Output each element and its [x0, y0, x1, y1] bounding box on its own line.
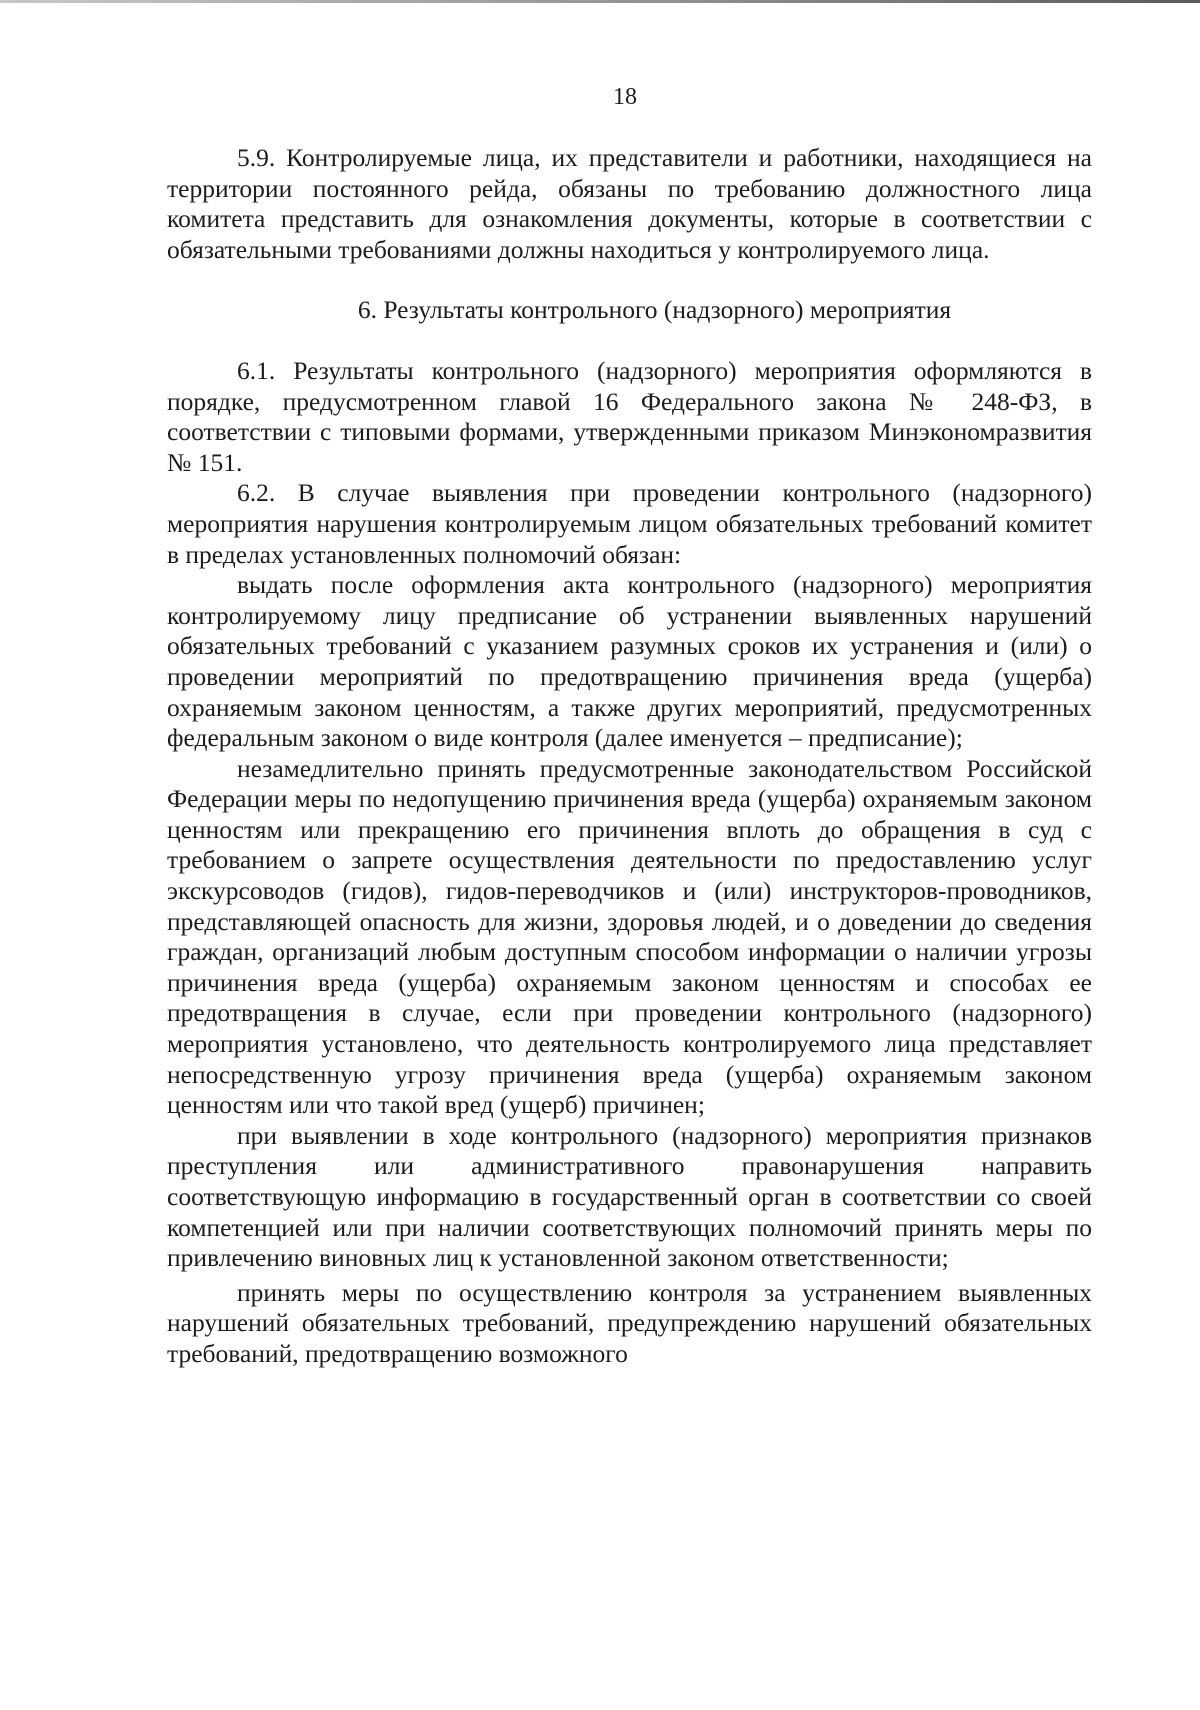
list-item-issue-order: выдать после оформления акта контрольного (надзорного) мероприятия контролируемому лицу предписание об устранении выявленных нарушений обязательных требований с указанием разумных сроков их устранения и (или) о проведении мероприятий по предотвращению причинения вреда (ущерба) охраняемым законом ценностям, а также других мероприятий, предусмотренных федеральным законом о виде контроля (далее именуется – предписание);	[167, 570, 1092, 753]
paragraph-5-9: 5.9. Контролируемые лица, их представители и работники, находящиеся на территории постоянного рейда, обязаны по требованию должностного лица комитета представить для ознакомления документы, которые в соответствии с обязательными требованиями должны находиться у контролируемого лица.	[167, 143, 1092, 264]
scan-top-edge	[0, 0, 1200, 3]
document-body	[167, 143, 1092, 1370]
page-number: 18	[613, 84, 637, 110]
paragraph-6-2: 6.2. В случае выявления при проведении контрольного (надзорного) мероприятия нарушения контролируемым лицом обязательных требований комитет в пределах установленных полномочий обязан:	[167, 478, 1092, 569]
list-item-control-elimination: принять меры по осуществлению контроля за устранением выявленных нарушений обязательных требований, предупреждению нарушений обязательных требований, предотвращению возможного	[167, 1277, 1092, 1368]
list-item-take-measures: незамедлительно принять предусмотренные законодательством Российской Федерации меры по недопущению причинения вреда (ущерба) охраняемым законом ценностям или прекращению его причинения вплоть до обращения в суд с требованием о запрете осуществления деятельности по предоставлению услуг экскурсоводов (гидов), гидов-переводчиков и (или) инструкторов-проводников, представляющей опасность для жизни, здоровья людей, и о доведении до сведения граждан, организаций любым доступным способом информации о наличии угрозы причинения вреда (ущерба) охраняемым законом ценностям и способах ее предотвращения в случае, если при проведении контрольного (надзорного) мероприятия установлено, что деятельность контролируемого лица представляет непосредственную угрозу причинения вреда (ущерба) охраняемым законом ценностям или что такой вред (ущерб) причинен;	[167, 753, 1092, 1120]
paragraph-6-1: 6.1. Результаты контрольного (надзорного) мероприятия оформляются в порядке, предусмотренном главой 16 Федерального закона № 248-ФЗ, в соответствии с типовыми формами, утвержденными приказом Минэкономразвития № 151.	[167, 355, 1092, 477]
section-heading: 6. Результаты контрольного (надзорного) мероприятия	[357, 295, 952, 325]
list-item-send-information: при выявлении в ходе контрольного (надзорного) мероприятия признаков преступления или административного правонарушения направить соответствующую информацию в государственный орган в соответствии со своей компетенцией или при наличии соответствующих полномочий принять меры по привлечению виновных лиц к установленной законом ответственности;	[167, 1120, 1092, 1273]
